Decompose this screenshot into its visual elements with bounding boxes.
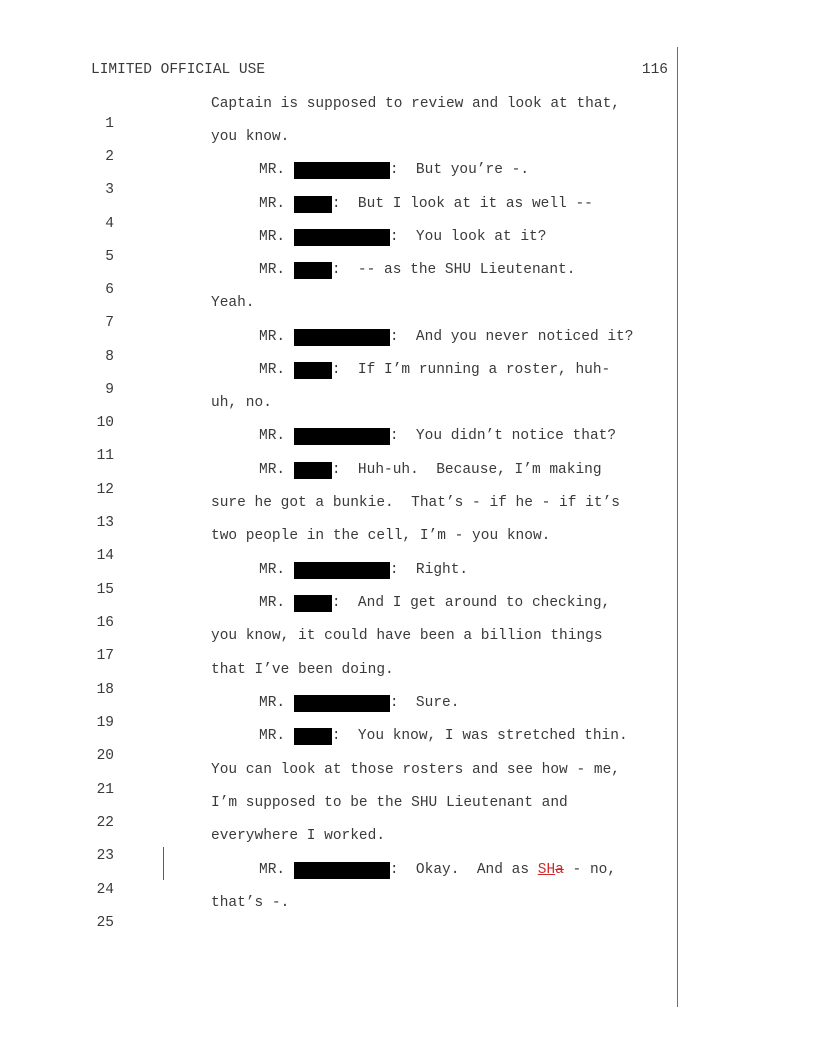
line-text: : And I get around to checking, <box>331 595 611 611</box>
speaker-prefix: MR. <box>259 695 286 711</box>
redaction-box <box>294 262 332 279</box>
line-text: : Sure. <box>389 695 460 711</box>
line-text: : If I’m running a roster, huh- <box>331 362 611 378</box>
line-number: 20 <box>96 748 114 764</box>
transcript-line <box>0 826 816 864</box>
line-text: that’s -. <box>211 895 290 911</box>
speaker-prefix: MR. <box>259 595 286 611</box>
transcript-line <box>0 360 816 398</box>
line-number: 14 <box>96 548 114 564</box>
line-text: that I’ve been doing. <box>211 662 394 678</box>
redaction-box <box>294 728 332 745</box>
line-number: 8 <box>105 349 114 365</box>
transcript-line <box>0 526 816 564</box>
speaker-prefix: MR. <box>259 162 286 178</box>
speaker-prefix: MR. <box>259 462 286 478</box>
line-number: 2 <box>105 149 114 165</box>
page-number: 116 <box>641 62 668 78</box>
line-number: 19 <box>96 715 114 731</box>
line-number: 9 <box>105 382 114 398</box>
transcript-line <box>0 726 816 764</box>
inserted-text: SH <box>537 862 556 878</box>
line-text: : You look at it? <box>389 229 547 245</box>
speaker-prefix: MR. <box>259 229 286 245</box>
speaker-line <box>259 360 610 380</box>
line-number: 11 <box>96 448 114 464</box>
transcript-line <box>0 127 816 165</box>
line-text: two people in the cell, I’m - you know. <box>211 528 551 544</box>
redaction-box <box>294 562 390 579</box>
transcript-line <box>0 426 816 464</box>
line-number: 17 <box>96 648 114 664</box>
redaction-box <box>294 695 390 712</box>
transcript-line <box>0 327 816 365</box>
speaker-line <box>259 160 529 180</box>
redaction-box <box>294 329 390 346</box>
line-number: 13 <box>96 515 114 531</box>
line-text-suffix: - no, <box>563 862 617 878</box>
speaker-line <box>259 460 602 480</box>
speaker-line <box>259 426 616 446</box>
line-number: 3 <box>105 182 114 198</box>
line-number: 7 <box>105 315 114 331</box>
line-text: : Right. <box>389 562 469 578</box>
speaker-prefix: MR. <box>259 362 286 378</box>
line-text: I’m supposed to be the SHU Lieutenant and <box>211 795 568 811</box>
transcript-line <box>0 227 816 265</box>
speaker-prefix: MR. <box>259 428 286 444</box>
redaction-box <box>294 595 332 612</box>
line-number: 23 <box>96 848 114 864</box>
transcript-line <box>0 260 816 298</box>
redaction-box <box>294 196 332 213</box>
transcript-line <box>0 626 816 664</box>
line-text: sure he got a bunkie. That’s - if he - if it’s <box>211 495 620 511</box>
line-number: 18 <box>96 682 114 698</box>
transcript-line <box>0 94 816 132</box>
transcript-line <box>0 194 816 232</box>
transcript-line <box>0 160 816 198</box>
transcript-line <box>0 593 816 631</box>
speaker-line <box>259 726 628 746</box>
transcript-line <box>0 760 816 798</box>
redaction-box <box>294 462 332 479</box>
line-number: 12 <box>96 482 114 498</box>
transcript-line <box>0 793 816 831</box>
line-text: : -- as the SHU Lieutenant. <box>331 262 576 278</box>
transcript-line <box>0 460 816 498</box>
redaction-box <box>294 162 390 179</box>
redaction-box <box>294 862 390 879</box>
line-text: everywhere I worked. <box>211 828 386 844</box>
line-text: : You didn’t notice that? <box>389 428 617 444</box>
line-text: you know, it could have been a billion things <box>211 628 603 644</box>
speaker-prefix: MR. <box>259 262 286 278</box>
speaker-line <box>259 593 610 613</box>
line-text: : Okay. And as <box>389 862 538 878</box>
line-number: 25 <box>96 915 114 931</box>
transcript-line <box>0 660 816 698</box>
speaker-prefix: MR. <box>259 862 286 878</box>
speaker-prefix: MR. <box>259 728 286 744</box>
speaker-line <box>259 327 633 347</box>
line-number: 6 <box>105 282 114 298</box>
speaker-prefix: MR. <box>259 562 286 578</box>
transcript-line <box>0 493 816 531</box>
redaction-box <box>294 362 332 379</box>
transcript-line <box>0 693 816 731</box>
speaker-line <box>259 560 468 580</box>
line-text: : Huh-uh. Because, I’m making <box>331 462 602 478</box>
speaker-prefix: MR. <box>259 329 286 345</box>
line-number: 10 <box>96 415 114 431</box>
line-number: 22 <box>96 815 114 831</box>
line-number: 4 <box>105 216 114 232</box>
deleted-text: a <box>555 862 564 878</box>
transcript-line <box>0 860 816 898</box>
redaction-box <box>294 428 390 445</box>
line-text: you know. <box>211 129 290 145</box>
line-text: Yeah. <box>211 295 255 311</box>
transcript-line <box>0 293 816 331</box>
line-number: 21 <box>96 782 114 798</box>
line-text: Captain is supposed to review and look at that, <box>211 96 620 112</box>
line-text: : But you’re -. <box>389 162 530 178</box>
line-number: 5 <box>105 249 114 265</box>
line-number: 16 <box>96 615 114 631</box>
speaker-line <box>259 693 459 713</box>
speaker-prefix: MR. <box>259 196 286 212</box>
speaker-line <box>259 227 546 247</box>
speaker-line <box>259 260 575 280</box>
line-number: 24 <box>96 882 114 898</box>
classification-header: LIMITED OFFICIAL USE <box>91 62 266 78</box>
transcript-line <box>0 393 816 431</box>
line-number: 15 <box>96 582 114 598</box>
redaction-box <box>294 229 390 246</box>
line-text: : But I look at it as well -- <box>331 196 593 212</box>
line-text: You can look at those rosters and see how - me, <box>211 762 620 778</box>
speaker-line <box>259 194 593 214</box>
line-text: uh, no. <box>211 395 272 411</box>
line-text: : And you never noticed it? <box>389 329 634 345</box>
transcript-line <box>0 893 816 931</box>
speaker-line <box>259 860 616 880</box>
line-number: 1 <box>105 116 114 132</box>
transcript-line <box>0 560 816 598</box>
line-text: : You know, I was stretched thin. <box>331 728 628 744</box>
